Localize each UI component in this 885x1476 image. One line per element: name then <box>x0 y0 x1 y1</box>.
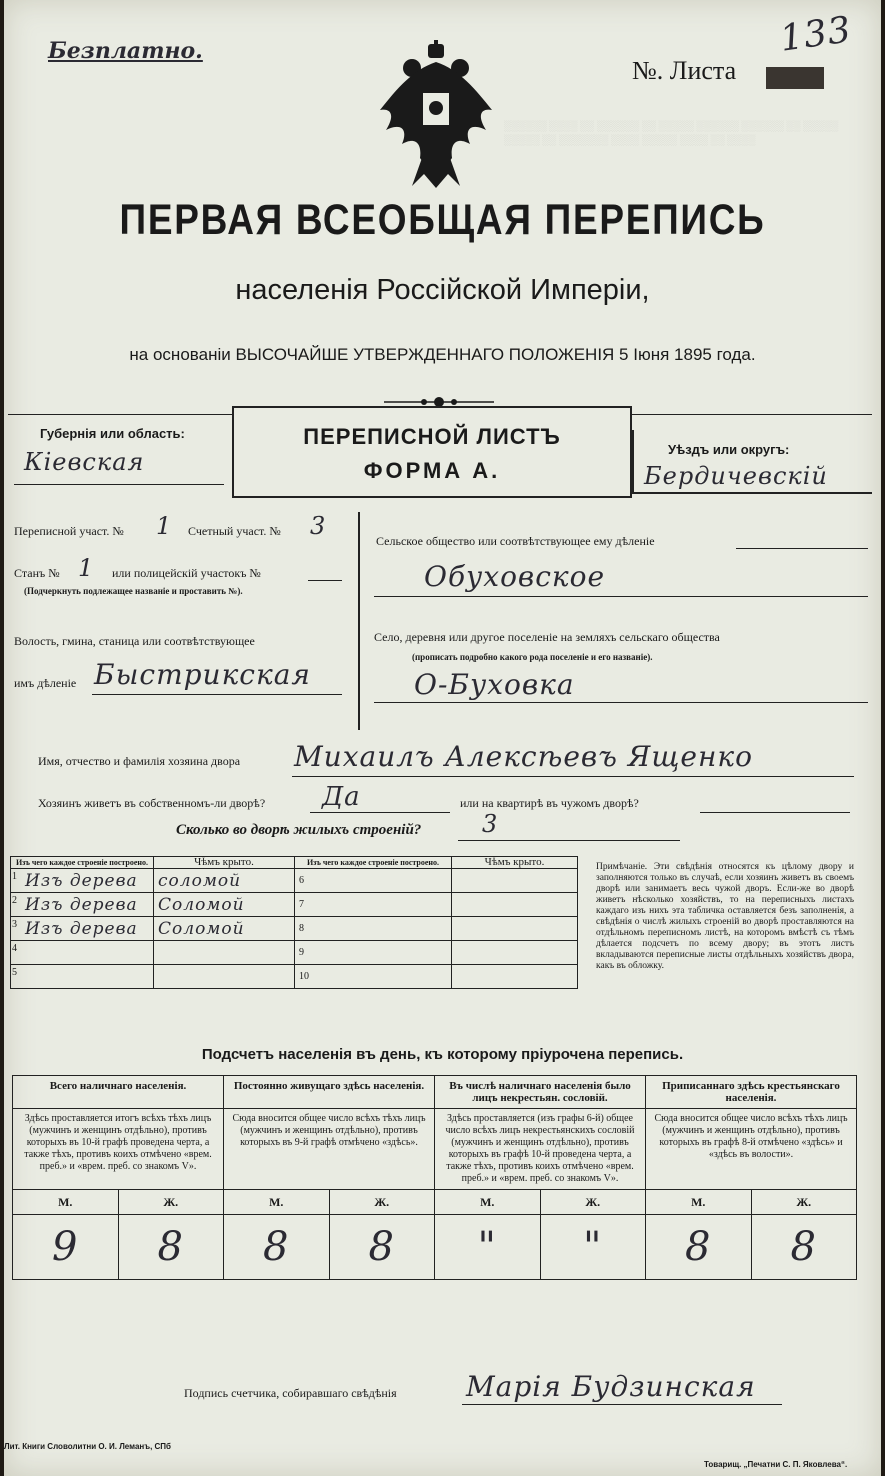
male-count: 8 <box>224 1215 330 1280</box>
female-header: Ж. <box>118 1190 224 1215</box>
buildings-table <box>10 856 578 989</box>
building-row <box>11 917 578 941</box>
male-header: М. <box>224 1190 330 1215</box>
stan-value: 1 <box>78 554 95 582</box>
building-roof-empty <box>452 941 578 965</box>
male-header: М. <box>646 1190 752 1215</box>
building-roof: Соломой <box>154 893 295 917</box>
rule <box>308 580 342 581</box>
rule <box>14 484 224 485</box>
male-count: 8 <box>646 1215 752 1280</box>
column-divider <box>358 512 360 730</box>
perepis-uchast-label: Переписной участ. № <box>14 524 124 538</box>
population-column-description: Здѣсь проставляется итогъ всѣхъ тѣхъ лицъ (мужчинъ и женщинъ отдѣльно), противъ которыхъ въ 10-й графѣ проведена черта, а также тѣхъ, противъ коихъ отмѣчено «врем. преб.» и «врем. преб. со знакомъ V». <box>13 1109 224 1190</box>
female-count: " <box>540 1215 646 1280</box>
col-roof-right: Чѣмъ крыто. <box>452 857 578 869</box>
buildings-count-label: Сколько во дворѣ жилыхъ строеній? <box>176 822 422 838</box>
show-through-text: ░░░░░░ ░░░░ ░░ ░░░░░░ ░░ ░░░░░ ░░░░░░ ░░░░░░ ░░ ░░░░░ ░░░░░ ░░ ░░░░░░░ ░░░░ ░░░░░ ░░░░ ░░ ░░░░ <box>504 121 839 146</box>
building-row-number: 7 <box>295 893 452 917</box>
sheet-number-label: №. Листа <box>632 56 737 85</box>
building-roof-empty <box>452 893 578 917</box>
female-header: Ж. <box>329 1190 435 1215</box>
building-row-number: 4 <box>12 943 17 954</box>
rule <box>700 812 850 813</box>
building-roof-empty <box>452 965 578 989</box>
rule <box>8 414 232 415</box>
obshchestvo-value: Обуховское <box>424 560 606 593</box>
owner-label: Имя, отчество и фамилія хозяина двора <box>38 754 241 768</box>
volost-value: Быстрикская <box>94 658 311 691</box>
form-title-box <box>232 406 632 498</box>
form-title: ПЕРЕПИСНОЙ ЛИСТЪ <box>303 424 561 449</box>
building-roof <box>154 941 295 965</box>
note-text: Примѣчаніе. Эти свѣдѣнія относятся къ цѣлому двору и заполняются только въ случаѣ, если хозяинъ живетъ въ своемъ дворѣ или занимаетъ весь чужой дворъ. Если-же во дворѣ живетъ нѣсколько хозяйствъ, то на переписныхъ листахъ каждаго изъ нихъ эта табличка оставляется безъ заполненія, а свѣдѣнія о числѣ жилыхъ строеній во дворѣ проставляются на отдѣльномъ переписномъ листѣ, на которомъ вмѣстѣ съ тѣмъ дѣлается подсчетъ по всему двору; въ этотъ листъ вкладываются переписные листы отдѣльныхъ хозяйствъ двора, какъ въ обложку. <box>596 862 854 971</box>
rule <box>374 596 868 597</box>
rule <box>632 414 872 415</box>
lives-value: Да <box>322 782 361 812</box>
building-roof-empty <box>452 917 578 941</box>
building-material: Изъ дерева <box>25 918 138 939</box>
building-roof <box>154 965 295 989</box>
police-label: или полицейскій участокъ № <box>112 566 261 580</box>
building-row-number: 9 <box>295 941 452 965</box>
signature-value: Марія Будзинская <box>466 1370 756 1403</box>
building-roof: Соломой <box>154 917 295 941</box>
population-column-description: Сюда вносится общее число всѣхъ тѣхъ лицъ (мужчинъ и женщинъ отдѣльно), противъ которыхъ въ 9-й графѣ отмѣчено «здѣсь». <box>224 1109 435 1190</box>
building-roof-empty <box>452 869 578 893</box>
male-count: 9 <box>13 1215 119 1280</box>
population-column-title: Всего наличнаго населенія. <box>13 1076 224 1109</box>
building-row <box>11 893 578 917</box>
col-roof-left: Чѣмъ крыто. <box>154 857 295 869</box>
obshchestvo-label: Сельское общество или соотвѣтствующее ему дѣленіе <box>376 534 655 548</box>
free-label: Безплатно. <box>48 38 203 64</box>
building-row-number: 3 <box>12 919 17 930</box>
female-count: 8 <box>329 1215 435 1280</box>
population-column-title: Постоянно живущаго здѣсь населенія. <box>224 1076 435 1109</box>
population-column-description: Здѣсь проставляется (изъ графы 6-й) общее число всѣхъ лицъ некрестьянскихъ сословій (мужчинъ и женщинъ отдѣльно), противъ которыхъ въ графѣ 10-й проведена черта, а также тѣхъ, противъ коихъ отмѣчено «врем. преб.» и «врем. преб. со знакомъ V». <box>435 1109 646 1190</box>
selo-note: (прописать подробно какого рода поселеніе и его названіе). <box>412 652 653 662</box>
gubernia-value: Кіевская <box>24 448 145 476</box>
building-row <box>11 965 578 989</box>
legal-basis: на основаніи ВЫСОЧАЙШЕ УТВЕРЖДЕННАГО ПОЛОЖЕНІЯ 5 Іюня 1895 года. <box>129 345 756 364</box>
male-header: М. <box>435 1190 541 1215</box>
female-count: 8 <box>118 1215 224 1280</box>
building-row-number: 6 <box>295 869 452 893</box>
owner-value: Михаилъ Алексѣевъ Ященко <box>294 740 753 773</box>
double-headed-eagle-icon <box>372 40 500 190</box>
stan-label: Станъ № <box>14 566 60 580</box>
population-column-title: Приписаннаго здѣсь крестьянскаго населенія. <box>646 1076 857 1109</box>
building-row <box>11 869 578 893</box>
population-column-description: Сюда вносится общее число всѣхъ тѣхъ лицъ (мужчинъ и женщинъ отдѣльно), противъ которыхъ въ графѣ 8-й отмѣчено «здѣсь» и «здѣсь въ волости». <box>646 1109 857 1190</box>
schetny-uchast-label: Счетный участ. № <box>188 524 281 538</box>
building-row-number: 5 <box>12 967 17 978</box>
population-heading: Подсчетъ населенія въ день, къ которому пріурочена перепись. <box>201 1046 684 1063</box>
building-row-number: 10 <box>295 965 452 989</box>
rule <box>292 776 854 777</box>
main-title: ПЕРВАЯ ВСЕОБЩАЯ ПЕРЕПИСЬ <box>119 196 766 244</box>
census-sheet <box>4 0 881 1476</box>
gubernia-label: Губернія или область: <box>40 426 185 441</box>
building-row <box>11 941 578 965</box>
printer-left: Лит. Книги Словолитни О. И. Леманъ, СПб <box>4 1442 171 1451</box>
col-material-left: Изъ чего каждое строеніе построено. <box>11 857 154 869</box>
building-row-number: 2 <box>12 895 17 906</box>
female-header: Ж. <box>751 1190 857 1215</box>
building-row-number: 1 <box>12 871 17 882</box>
underline-note: (Подчеркнуть подлежащее названіе и проставить №). <box>24 586 243 596</box>
female-count: 8 <box>751 1215 857 1280</box>
schetny-uchast-value: 3 <box>310 512 327 540</box>
female-header: Ж. <box>540 1190 646 1215</box>
rule <box>458 840 680 841</box>
stamp-block <box>766 67 824 89</box>
building-material: Изъ дерева <box>25 870 138 891</box>
selo-label: Село, деревня или другое поселеніе на земляхъ сельскаго общества <box>374 630 720 644</box>
uezd-label: Уѣздъ или округъ: <box>668 442 790 457</box>
lives-label: Хозяинъ живетъ въ собственномъ-ли дворѣ? <box>38 796 266 810</box>
building-material: Изъ дерева <box>25 894 138 915</box>
subtitle: населенія Россійской Имперіи, <box>235 274 650 306</box>
population-column-title: Въ числѣ наличнаго населенія было лицъ некрестьян. сословій. <box>435 1076 646 1109</box>
volost-label-2: имъ дѣленіе <box>14 676 77 690</box>
perepis-uchast-value: 1 <box>156 512 173 540</box>
col-material-right: Изъ чего каждое строеніе построено. <box>295 857 452 869</box>
buildings-count-value: 3 <box>482 810 499 838</box>
rule <box>636 492 872 493</box>
building-roof: соломой <box>154 869 295 893</box>
rule <box>374 702 868 703</box>
male-count: " <box>435 1215 541 1280</box>
form-subtitle: ФОРМА А. <box>363 458 501 483</box>
volost-label: Волость, гмина, станица или соотвѣтствующее <box>14 634 255 648</box>
signature-label: Подпись счетчика, собиравшаго свѣдѣнія <box>184 1386 397 1400</box>
building-row-number: 8 <box>295 917 452 941</box>
male-header: М. <box>13 1190 119 1215</box>
rule <box>92 694 342 695</box>
selo-value: О-Буховка <box>414 668 575 701</box>
uezd-value: Бердичевскій <box>644 462 828 490</box>
sheet-number-value: 133 <box>777 9 855 60</box>
population-table <box>12 1075 857 1280</box>
printer-right: Товарищ. „Печатни С. П. Яковлева“. <box>704 1460 848 1469</box>
or-label: или на квартирѣ въ чужомъ дворѣ? <box>460 796 639 810</box>
rule <box>462 1404 782 1405</box>
rule <box>310 812 450 813</box>
rule <box>736 548 868 549</box>
